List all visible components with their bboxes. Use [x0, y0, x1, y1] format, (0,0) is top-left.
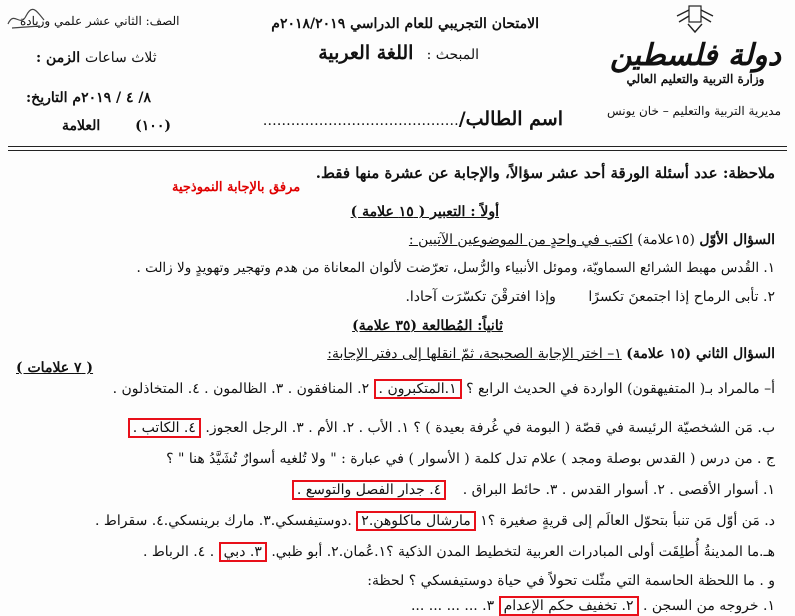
item-d — [95, 513, 775, 529]
ministry-name: وزارة التربية والتعليم العالي — [626, 72, 765, 86]
directorate: مديرية التربية والتعليم – خان يونس — [607, 104, 781, 118]
q1-label: السؤال الأوّل — [699, 232, 775, 248]
item-f-answer: ٢. تخفيف حكم الإعدام — [499, 596, 639, 616]
exam-note: ملاحظة: عدد أسئلة الورقة أحد عشر سؤالاً، والإجابة عن عشرة منها فقط. — [315, 164, 775, 182]
time-value: ثلاث ساعات — [84, 50, 157, 66]
student-dots: …………………………………… — [262, 113, 459, 129]
q2-text: ١– اختر الإجابة الصحيحة، ثمّ انقلها إلى دفتر الإجابة: — [327, 346, 622, 362]
model-answer-note: مرفق بالإجابة النموذجية — [172, 180, 301, 195]
item-e-answer: ٣. دبي — [219, 542, 267, 562]
topic-2-first-hemistich: ٢. تأبى الرماح إذا اجتمعنَ تكسرًا — [588, 289, 775, 305]
item-b — [128, 420, 775, 436]
item-c: ج . من درس ( القدس بوصلة ومجد ) علام تدل كلمة ( الأسوار ) في عبارة : " ولا تُلغيه أسوارٌ تُشَيَّدُ هنا " ؟ — [166, 451, 775, 467]
time-label: الزمن : — [36, 50, 81, 66]
time-row — [36, 50, 157, 66]
eagle-emblem-icon — [674, 4, 716, 34]
q2-label: السؤال الثاني (١٥ علامة) — [626, 346, 775, 362]
item-d-options: .دوستيفسكي.٣. مارك برينسكي.٤. سقراط . — [95, 513, 352, 529]
item-f-choice-3: ٣. ... ... ... ... — [410, 598, 495, 614]
date-value: ٨/ ٤ / ٢٠١٩م — [72, 90, 152, 106]
q2-marks: ( ٧ علامات ) — [16, 360, 94, 376]
q1-text: اكتب في واحدٍ من الموضوعين الآتيين : — [408, 232, 633, 248]
question2 — [327, 346, 775, 362]
item-a-options: ٢. المنافقون . ٣. الظالمون . ٤. المتخاذلون . — [112, 381, 370, 397]
item-e-question: هـ.ما المدينةُ أُطلِقَت أولى المبادرات العربية لتخطيط المدن الذكية ؟١.عُمان.٢. أبو ظبي. — [271, 544, 775, 560]
item-c-answer: ٤. جدار الفصل والتوسع . — [292, 480, 446, 500]
item-f-options — [411, 598, 775, 614]
q1-mark: (١٥علامة) — [637, 232, 695, 248]
header-rule-bottom — [8, 150, 787, 151]
mark-label: العلامة — [62, 118, 101, 134]
date-row — [26, 90, 151, 106]
topic-2 — [405, 289, 775, 305]
mark-row — [62, 118, 171, 134]
header-rule-top — [8, 146, 787, 147]
topic-1: ١. القُدس مهبط الشرائع السماويّة، وموئل الأنبياء والرُّسل، تعرّضت لألوان المعاناة من هدم وتهجير وتهويدٍ ولا زالت . — [136, 260, 775, 276]
subject-label: المبحث : — [426, 47, 479, 63]
item-c-choices: ١. أسوار الأقصى . ٢. أسوار القدس . ٣. حائط البراق . — [462, 482, 775, 498]
state-name: دولة فلسطين — [609, 38, 781, 73]
item-a-answer: ١.المتكبرون . — [374, 379, 462, 399]
student-name-row — [263, 108, 563, 130]
item-e-options: . ٤. الرباط . — [142, 544, 215, 560]
item-a — [113, 381, 775, 397]
item-f: و . ما اللحظة الحاسمة التي مثّلت تحولاً في حياة دوستيفسكي ؟ لحظة: — [367, 573, 775, 589]
mark-value: (١٠٠) — [135, 118, 171, 134]
item-f-choice-1: ١. خروجه من السجن . — [642, 598, 775, 614]
section1-title: أولاً : التعبير ( ١٥ علامة ) — [350, 204, 499, 220]
class-info: الصف: الثاني عشر علمي وريادة — [20, 14, 180, 28]
item-e — [143, 544, 775, 560]
item-d-answer: مارشال ماكلوهن.٢ — [356, 511, 475, 531]
item-b-answer: ٤. الكاتب . — [128, 418, 201, 438]
topic-2-second-hemistich: وإذا افترقْنَ تكسّرَت آحادا. — [405, 289, 556, 305]
exam-title: الامتحان التجريبي للعام الدراسي ٢٠١٨/٢٠١٩م — [271, 16, 539, 32]
date-label: التاريخ: — [26, 90, 68, 106]
item-b-question: ب. مَن الشخصيّة الرئيسة في قصّة ( البومة في غُرفة بعيدة ) ؟ ١. الأب . ٢. الأم . ٣. الرجل العجوز. — [205, 420, 775, 436]
question1 — [409, 232, 775, 248]
item-a-question: أ– مالمراد بـ( المتفيهقون) الواردة في الحديث الرابع ؟ — [466, 381, 775, 397]
section2-title: ثانياً: المُطالعة (٣٥ علامة) — [352, 318, 503, 334]
state-header — [610, 4, 781, 86]
subject-name: اللغة العربية — [318, 42, 414, 64]
student-label: اسم الطالب/ — [458, 108, 563, 130]
item-d-question: د. مَن أوّل مَن تنبأ بتحوّل العالَم إلى قريةٍ صغيرة ؟١ — [480, 513, 775, 529]
subject-row — [318, 42, 479, 64]
item-c-options — [292, 482, 775, 498]
